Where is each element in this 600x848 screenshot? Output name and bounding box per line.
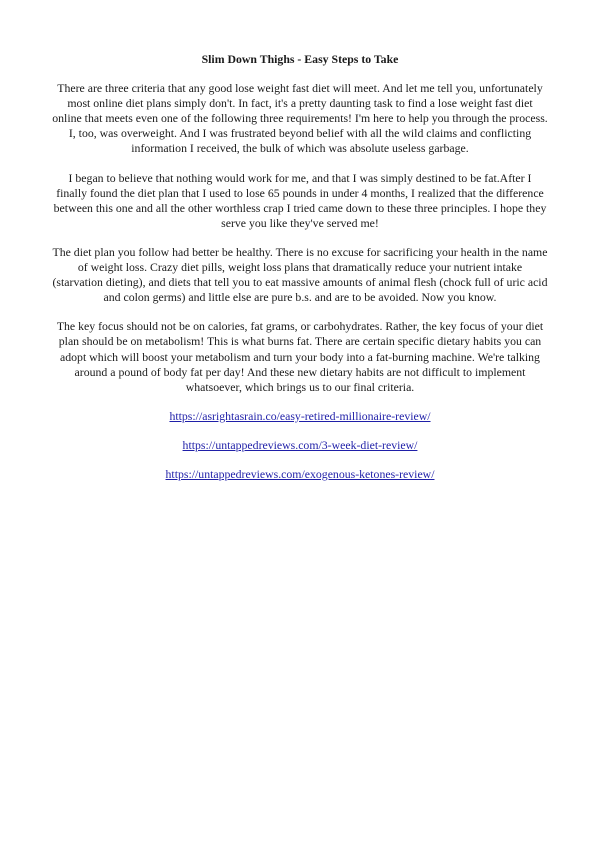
paragraph-personal-story: I began to believe that nothing would work for me, and that I was simply destined to be fat.After I finally found the diet plan that I used to lose 65 pounds in under 4 months, I realized that the difference between this one and all the other worthless crap I tried came down to these three principles. I hope they serve you like they've served me! (53, 170, 547, 230)
link-3-week-diet-review[interactable]: https://untappedreviews.com/3-week-diet-review/ (182, 437, 418, 452)
paragraph-criteria-intro: There are three criteria that any good lose weight fast diet will meet. And let me tell you, unfortunately most online diet plans simply don't. In fact, it's a pretty daunting task to find a lose weight fast diet online that meets even one of the following three requirements! I'm here to help you through the process. I, too, was overweight. And I was frustrated beyond belief with all the wild claims and conflicting information I received, the bulk of which was absolute useless garbage. (52, 81, 548, 156)
link-retired-millionaire-review[interactable]: https://asrightasrain.co/easy-retired-millionaire-review/ (169, 408, 431, 423)
document-page (52, 52, 548, 496)
link-list (52, 409, 548, 482)
document-title: Slim Down Thighs - Easy Steps to Take (201, 52, 399, 66)
link-exogenous-ketones-review[interactable]: https://untappedreviews.com/exogenous-ketones-review/ (165, 466, 435, 481)
paragraph-healthy-diet: The diet plan you follow had better be healthy. There is no excuse for sacrificing your health in the name of weight loss. Crazy diet pills, weight loss plans that dramatically reduce your nutrient intake (starvation dieting), and diets that tell you to eat massive amounts of animal flesh (chock full of uric acid and colon germs) and little else are pure b.s. and are to be avoided. Now you know. (52, 244, 548, 305)
paragraph-metabolism: The key focus should not be on calories, fat grams, or carbohydrates. Rather, the key focus of your diet plan should be on metabolism! This is what burns fat. There are certain specific dietary habits you can adopt which will boost your metabolism and turn your body into a fat-burning machine. We're talking around a pound of body fat per day! And these new dietary habits are not difficult to implement whatsoever, which brings us to our final criteria. (56, 319, 544, 394)
